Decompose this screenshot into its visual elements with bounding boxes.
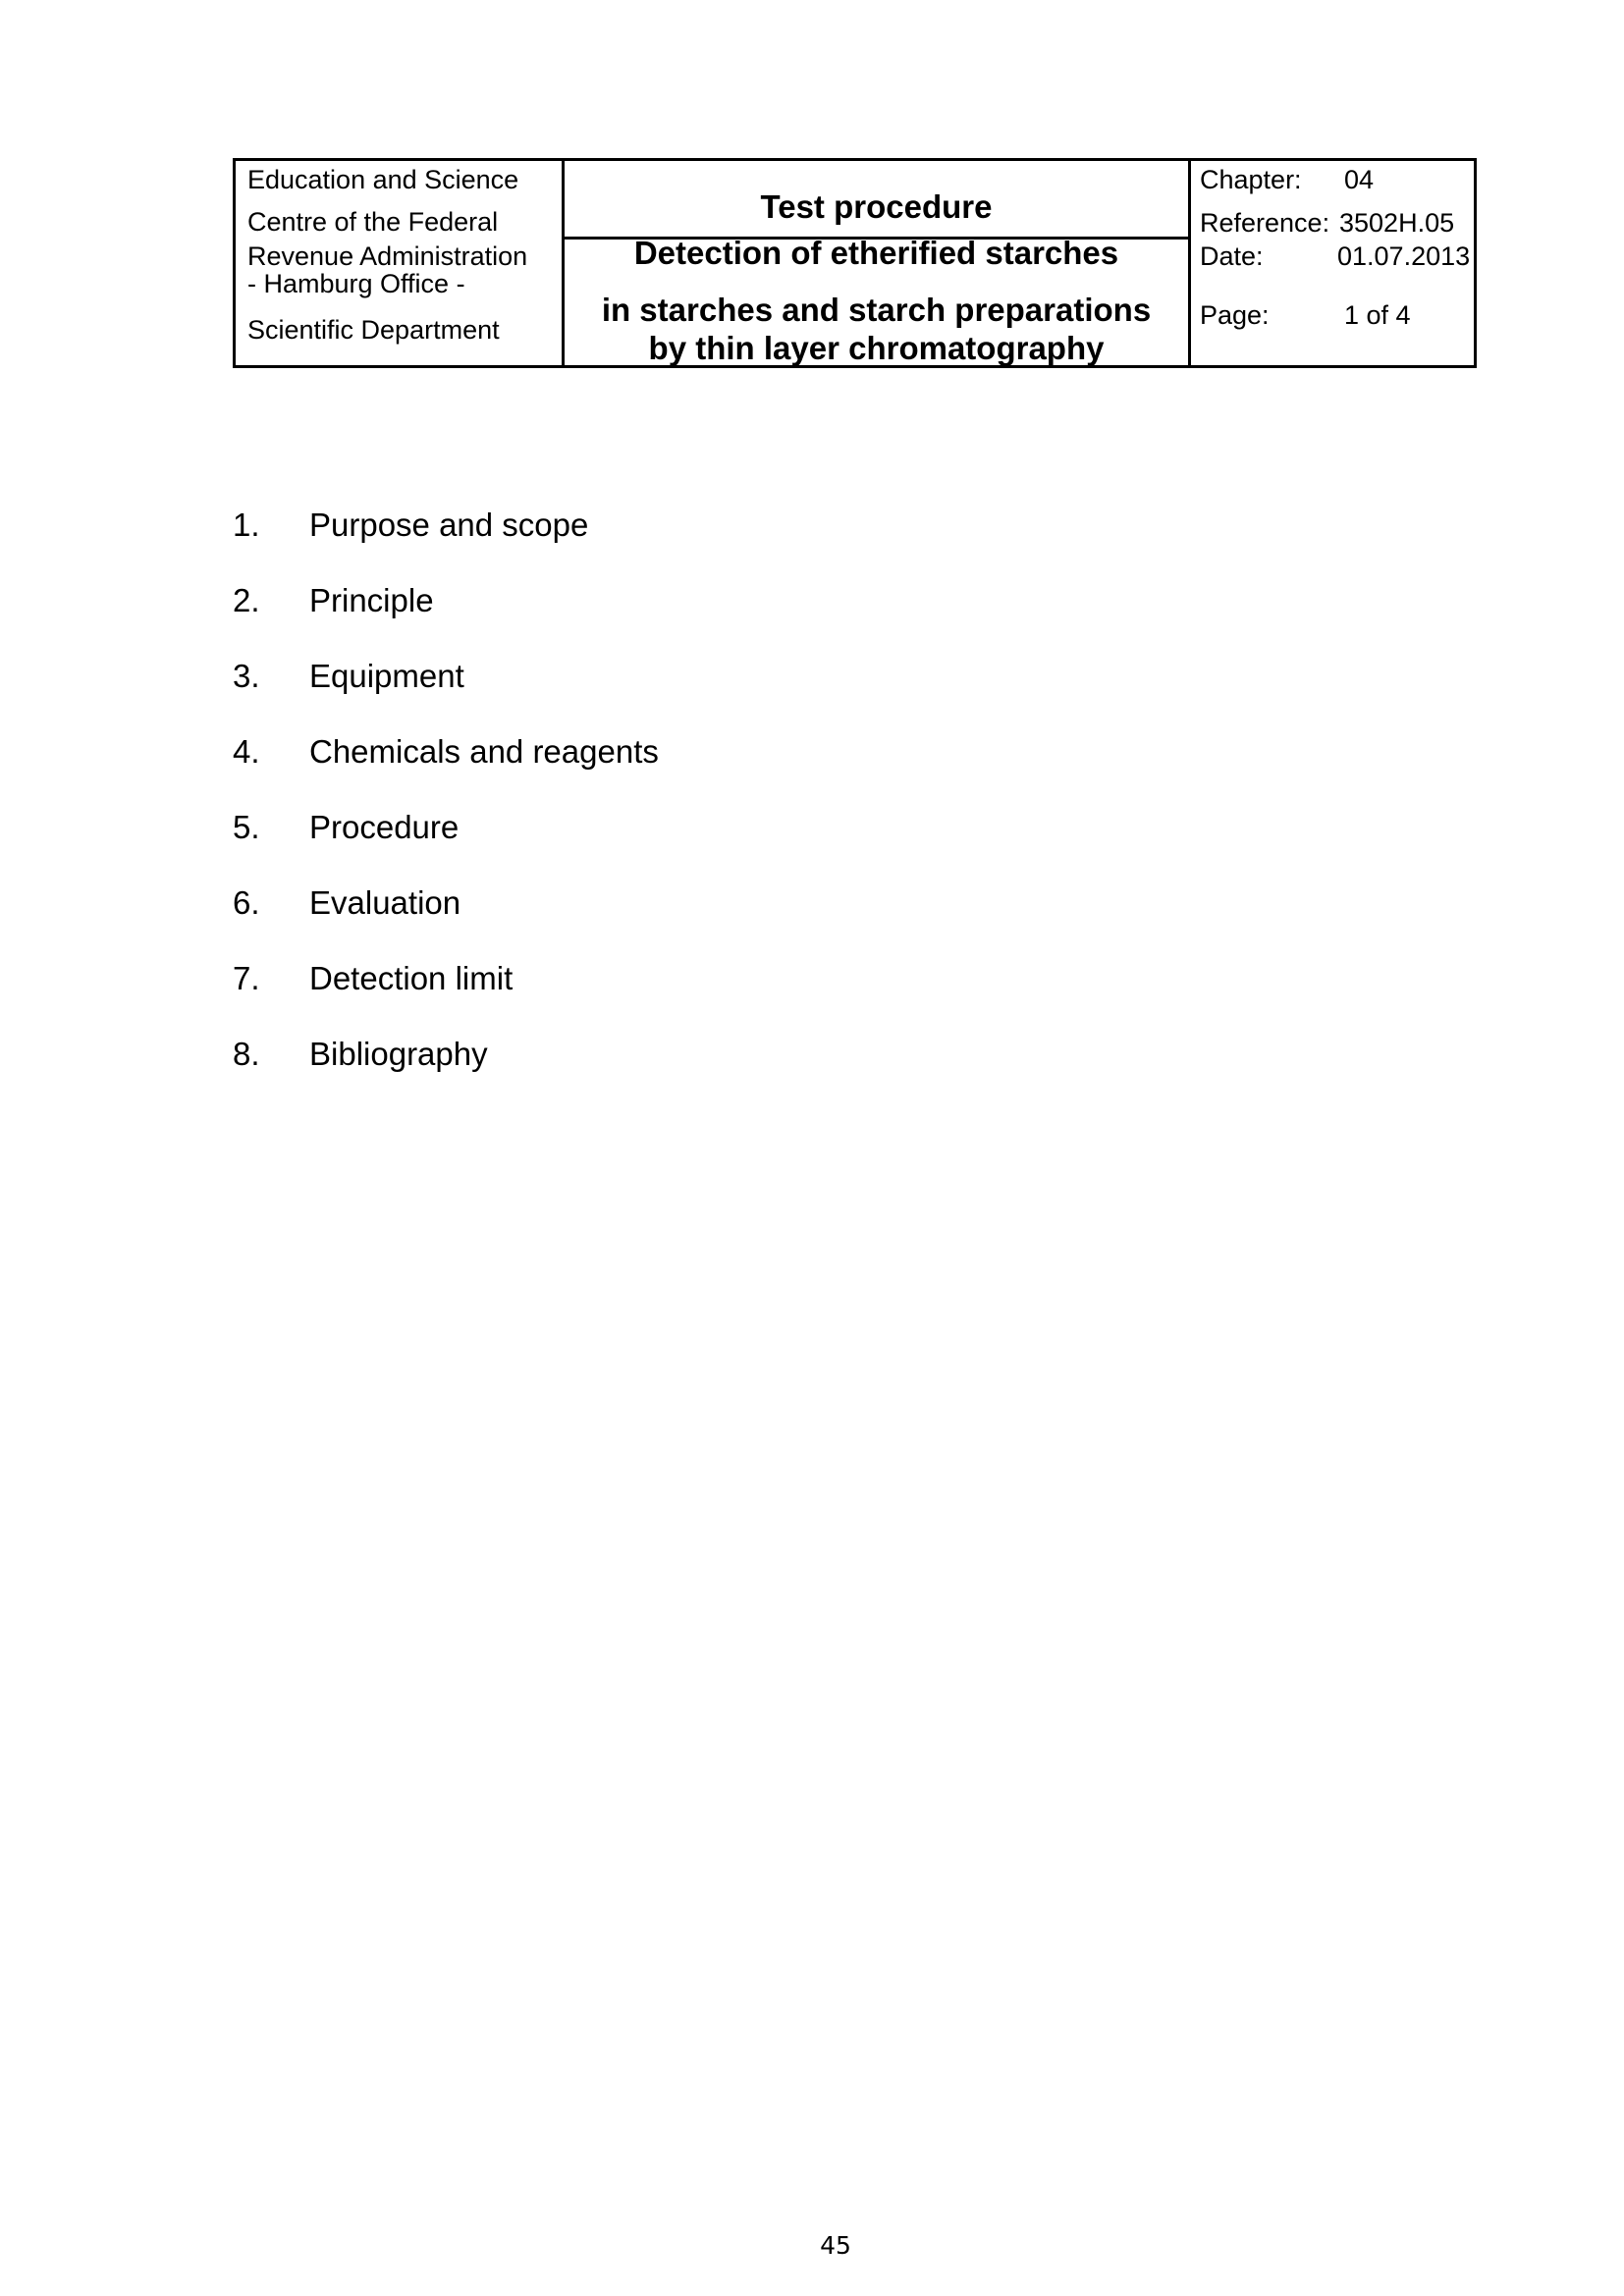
document-title: Test procedure (760, 188, 993, 225)
chapter-value: 04 (1344, 165, 1375, 194)
page-label: Page: (1200, 300, 1270, 330)
reference-label: Reference: (1200, 208, 1330, 238)
organization-line: Revenue Administration (247, 241, 528, 271)
toc-item-label: Bibliography (309, 1036, 488, 1072)
date-value: 01.07.2013 (1337, 241, 1471, 271)
toc-item-label: Evaluation (309, 884, 461, 921)
toc-item-number: 8. (233, 1036, 260, 1072)
toc-item-number: 5. (233, 809, 260, 845)
organization-line: - Hamburg Office - (247, 269, 465, 298)
header-divider-right (1188, 161, 1191, 365)
page-number: 45 (820, 2231, 851, 2260)
page-value: 1 of 4 (1344, 300, 1411, 330)
document-subtitle-line: in starches and starch preparations (601, 292, 1152, 328)
toc-item-number: 4. (233, 733, 260, 770)
toc-item-number: 2. (233, 582, 260, 618)
document-header-table (233, 158, 1477, 368)
document-subtitle-line: Detection of etherified starches (633, 235, 1119, 271)
reference-value: 3502H.05 (1339, 208, 1455, 238)
toc-item-label: Principle (309, 582, 434, 618)
organization-line: Centre of the Federal (247, 207, 499, 237)
chapter-label: Chapter: (1200, 165, 1302, 194)
toc-item-number: 6. (233, 884, 260, 921)
organization-line: Education and Science (247, 165, 519, 194)
toc-item-number: 3. (233, 658, 260, 694)
toc-item-label: Detection limit (309, 960, 514, 996)
toc-item-label: Chemicals and reagents (309, 733, 659, 770)
document-subtitle-line: by thin layer chromatography (648, 330, 1105, 366)
toc-item-label: Equipment (309, 658, 464, 694)
toc-item-number: 7. (233, 960, 260, 996)
toc-item-number: 1. (233, 507, 260, 543)
date-label: Date: (1200, 241, 1264, 271)
toc-item-label: Procedure (309, 809, 460, 845)
toc-item-label: Purpose and scope (309, 507, 589, 543)
organization-line: Scientific Department (247, 315, 500, 345)
